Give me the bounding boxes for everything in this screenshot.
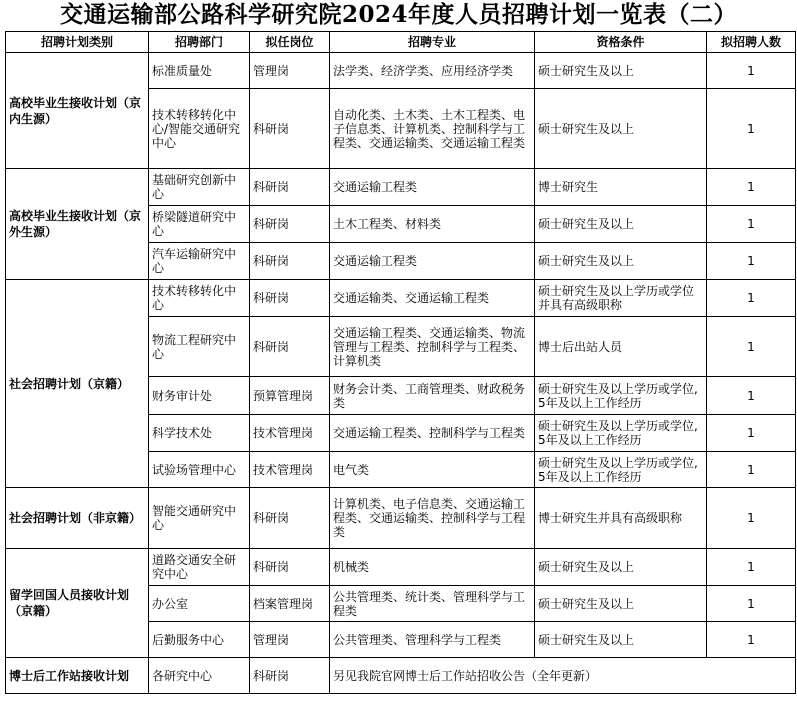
qualification-cell: 博士研究生 (535, 169, 707, 206)
major-cell: 交通运输工程类 (330, 243, 535, 280)
department-cell: 科学技术处 (149, 415, 250, 452)
count-cell: 1 (707, 280, 796, 317)
major-cell: 电气类 (330, 452, 535, 488)
category-cell: 社会招聘计划（京籍） (6, 280, 149, 488)
major-cell: 财务会计类、工商管理类、财政税务类 (330, 377, 535, 415)
position-cell: 科研岗 (250, 206, 330, 243)
qualification-cell: 硕士研究生及以上 (535, 206, 707, 243)
count-cell: 1 (707, 488, 796, 549)
major-cell: 公共管理类、管理科学与工程类 (330, 622, 535, 658)
count-cell: 1 (707, 622, 796, 658)
major-cell: 交通运输工程类、交通运输类、物流管理与工程类、控制科学与工程类、计算机类 (330, 317, 535, 377)
position-cell: 科研岗 (250, 89, 330, 169)
department-cell: 智能交通研究中心 (149, 488, 250, 549)
major-cell: 土木工程类、材料类 (330, 206, 535, 243)
table-row (6, 488, 796, 549)
qualification-cell: 硕士研究生及以上 (535, 53, 707, 89)
qualification-cell: 硕士研究生及以上 (535, 586, 707, 622)
category-cell: 博士后工作站接收计划 (6, 658, 149, 694)
header-count: 拟招聘人数 (707, 32, 796, 53)
department-cell: 各研究中心 (149, 658, 250, 694)
department-cell: 试验场管理中心 (149, 452, 250, 488)
category-cell: 社会招聘计划（非京籍） (6, 488, 149, 549)
position-cell: 科研岗 (250, 549, 330, 586)
department-cell: 财务审计处 (149, 377, 250, 415)
qualification-cell: 硕士研究生及以上学历或学位,5年及以上工作经历 (535, 452, 707, 488)
position-cell: 科研岗 (250, 317, 330, 377)
department-cell: 道路交通安全研究中心 (149, 549, 250, 586)
category-cell: 留学回国人员接收计划（京籍） (6, 549, 149, 658)
position-cell: 技术管理岗 (250, 452, 330, 488)
qualification-cell: 硕士研究生及以上 (535, 549, 707, 586)
page-title: 交通运输部公路科学研究院2024年度人员招聘计划一览表（二） (59, 1, 737, 28)
major-cell: 交通运输工程类、控制科学与工程类 (330, 415, 535, 452)
table-row (6, 53, 796, 89)
qualification-cell: 硕士研究生及以上学历或学位,5年及以上工作经历 (535, 377, 707, 415)
department-cell: 后勤服务中心 (149, 622, 250, 658)
category-cell: 高校毕业生接收计划（京内生源） (6, 53, 149, 169)
count-cell: 1 (707, 169, 796, 206)
recruitment-table (5, 31, 796, 694)
major-cell: 自动化类、土木类、土木工程类、电子信息类、计算机类、控制科学与工程类、交通运输类、交通运输工程类 (330, 89, 535, 169)
major-cell: 计算机类、电子信息类、交通运输工程类、交通运输类、控制科学与工程类 (330, 488, 535, 549)
department-cell: 办公室 (149, 586, 250, 622)
header-qualification: 资格条件 (535, 32, 707, 53)
qualification-cell: 硕士研究生及以上 (535, 89, 707, 169)
qualification-cell: 博士研究生并具有高级职称 (535, 488, 707, 549)
department-cell: 标准质量处 (149, 53, 250, 89)
position-cell: 预算管理岗 (250, 377, 330, 415)
table-row (6, 658, 796, 694)
count-cell: 1 (707, 377, 796, 415)
count-cell: 1 (707, 89, 796, 169)
major-cell: 公共管理类、统计类、管理科学与工程类 (330, 586, 535, 622)
count-cell: 1 (707, 243, 796, 280)
department-cell: 基础研究创新中心 (149, 169, 250, 206)
position-cell: 档案管理岗 (250, 586, 330, 622)
count-cell: 1 (707, 415, 796, 452)
header-department: 招聘部门 (149, 32, 250, 53)
position-cell: 科研岗 (250, 243, 330, 280)
table-row (6, 549, 796, 586)
count-cell: 1 (707, 452, 796, 488)
qualification-cell: 博士后出站人员 (535, 317, 707, 377)
category-cell: 高校毕业生接收计划（京外生源） (6, 169, 149, 280)
header-row (6, 32, 796, 53)
count-cell: 1 (707, 586, 796, 622)
qualification-cell: 硕士研究生及以上学历或学位并具有高级职称 (535, 280, 707, 317)
position-cell: 科研岗 (250, 488, 330, 549)
count-cell: 1 (707, 53, 796, 89)
department-cell: 技术转移转化中心 (149, 280, 250, 317)
header-category: 招聘计划类别 (6, 32, 149, 53)
position-cell: 管理岗 (250, 622, 330, 658)
position-cell: 技术管理岗 (250, 415, 330, 452)
count-cell: 1 (707, 317, 796, 377)
header-major: 招聘专业 (330, 32, 535, 53)
postdoc-note-cell: 另见我院官网博士后工作站招收公告（全年更新） (330, 658, 796, 694)
major-cell: 交通运输类、交通运输工程类 (330, 280, 535, 317)
table-row (6, 280, 796, 317)
count-cell: 1 (707, 549, 796, 586)
position-cell: 科研岗 (250, 169, 330, 206)
table-row (6, 169, 796, 206)
qualification-cell: 硕士研究生及以上 (535, 243, 707, 280)
qualification-cell: 硕士研究生及以上 (535, 622, 707, 658)
position-cell: 科研岗 (250, 280, 330, 317)
header-position: 拟任岗位 (250, 32, 330, 53)
major-cell: 交通运输工程类 (330, 169, 535, 206)
position-cell: 科研岗 (250, 658, 330, 694)
department-cell: 汽车运输研究中心 (149, 243, 250, 280)
position-cell: 管理岗 (250, 53, 330, 89)
department-cell: 技术转移转化中心/智能交通研究中心 (149, 89, 250, 169)
department-cell: 物流工程研究中心 (149, 317, 250, 377)
major-cell: 法学类、经济学类、应用经济学类 (330, 53, 535, 89)
qualification-cell: 硕士研究生及以上学历或学位,5年及以上工作经历 (535, 415, 707, 452)
major-cell: 机械类 (330, 549, 535, 586)
department-cell: 桥梁隧道研究中心 (149, 206, 250, 243)
count-cell: 1 (707, 206, 796, 243)
